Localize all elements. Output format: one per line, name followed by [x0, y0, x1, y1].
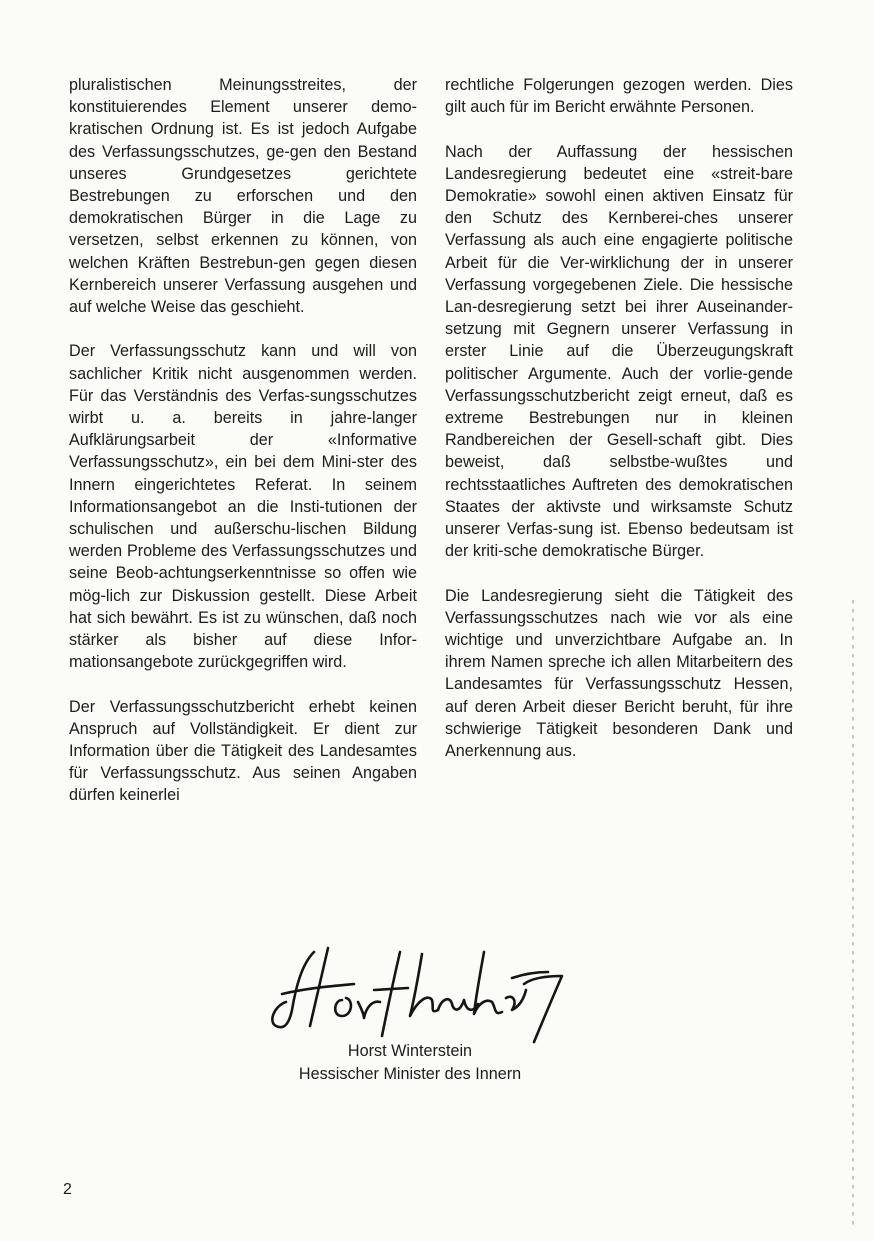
handwritten-signature	[262, 938, 602, 1050]
left-text-column	[69, 74, 417, 829]
right-text-column	[445, 74, 793, 784]
signer-title: Hessischer Minister des Innern	[298, 1064, 522, 1083]
paragraph: Der Verfassungsschutzbericht erhebt keinen Anspruch auf Vollständigkeit. Er dient zur Information über die Tätigkeit des Landesamtes für Verfassungsschutz. Aus seinen Angaben dürfen keinerlei	[69, 697, 417, 805]
paragraph: Die Landesregierung sieht die Tätigkeit des Verfassungsschutzes nach wie vor als eine wichtige und unverzichtbare Aufgabe an. In ihrem Namen spreche ich allen Mitarbeitern des Landesamtes für Verfassungsschutz Hessen, auf deren Arbeit dieser Bericht beruht, für ihre schwierige Tätigkeit besonderen Dank und Anerkennung aus.	[445, 586, 793, 761]
signer-name: Horst Winterstein	[347, 1042, 473, 1060]
paragraph: Der Verfassungsschutz kann und will von sachlicher Kritik nicht ausgenommen werden. Für das Verständnis des Verfas-sungsschutzes wirbt u. a. bereits in jahre-langer Aufklärungsarbeit der «Informative Verfassungsschutz», ein bei dem Mini-ster des Innern eingerichtetes Referat. In seinem Informationsangebot an die Insti-tutionen der schulischen und außerschu-lischen Bildung werden Probleme des Verfassungsschutzes und seine Beob-achtungserkenntnisse so offen wie mög-lich zur Diskussion gestellt. Diese Arbeit hat sich bewährt. Es ist zu wünschen, daß noch stärker als bisher auf diese Infor-mationsangebote zurückgegriffen wird.	[69, 342, 417, 672]
signer-block	[260, 1040, 560, 1085]
paragraph: Nach der Auffassung der hessischen Landesregierung bedeutet eine «streit-bare Demokratie» sowohl einen aktiven Einsatz für den Schutz des Kernberei-ches unserer Verfassung als auch eine engagierte politische Arbeit für die Ver-wirklichung der in unserer Verfassung vorgegebenen Ziele. Die hessische Lan-desregierung setzt bei ihrer Auseinander-setzung mit Gegnern unserer Verfassung in erster Linie auf die Überzeugungskraft politischer Argumente. Auch der vorlie-gende Verfassungsschutzbericht zeigt erneut, daß es extreme Bestrebungen nur in kleinen Randbereichen der Gesell-schaft gibt. Dies beweist, daß selbstbe-wußtes und rechtsstaatliches Auftreten des demokratischen Staates der aktivste und wirksamste Schutz unserer Verfas-sung ist. Ebenso bedeutsam ist der kriti-sche demokratische Bürger.	[445, 142, 793, 561]
page-number: 2	[63, 1181, 72, 1198]
scan-edge-artifact	[852, 600, 854, 1230]
paragraph: pluralistischen Meinungsstreites, der konstituierendes Element unserer demo-kratischen Ordnung ist. Es ist jedoch Aufgabe des Verfassungsschutzes, ge-gen den Bestand unseres Grundgesetzes gerichtete Bestrebungen zu erforschen und den demokratischen Bürger in die Lage zu versetzen, selbst erkennen zu können, von welchen Kräften Bestrebun-gen gegen diesen Kernbereich unserer Verfassung ausgehen und auf welche Weise das geschieht.	[69, 76, 417, 317]
paragraph: rechtliche Folgerungen gezogen werden. Dies gilt auch für im Bericht erwähnte Personen.	[445, 76, 793, 117]
